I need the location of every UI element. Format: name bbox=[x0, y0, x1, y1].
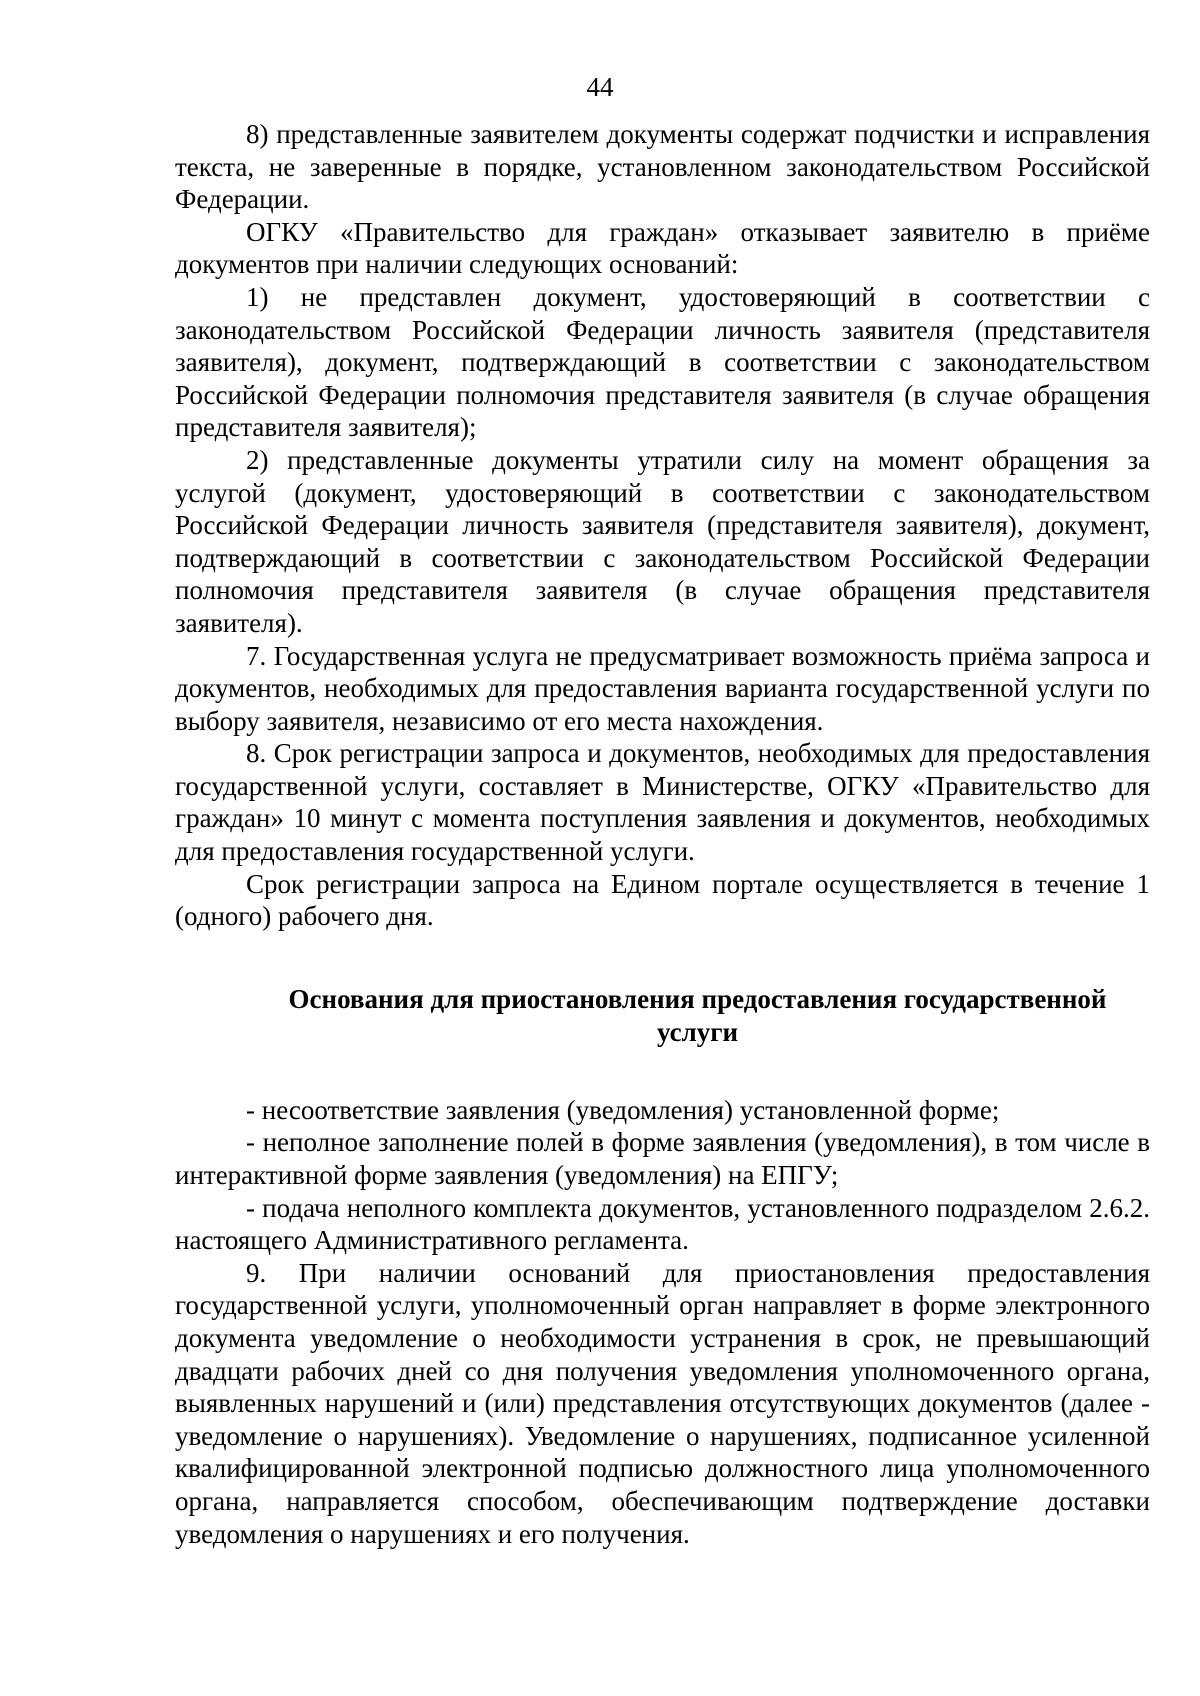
paragraph-ground-incomplete-fields: - неполное заполнение полей в форме заявления (уведомления), в том числе в интерактивной форме заявления (уведомления) на ЕПГУ; bbox=[175, 1127, 1150, 1191]
paragraph-clause-8: 8. Срок регистрации запроса и документов, необходимых для предоставления государственной услуги, составляет в Министерстве, ОГКУ «Правительство для граждан» 10 минут с момента поступления заявления и документов, необходимых для предоставления государственной услуги. bbox=[175, 738, 1150, 867]
page-number: 44 bbox=[586, 72, 614, 102]
paragraph-refusal-ground-2: 2) представленные документы утратили силу на момент обращения за услугой (документ, удостоверяющий в соответствии с законодательством Российской Федерации личность заявителя (представителя заявителя), документ, подтверждающий в соответствии с законодательством Российской Федерации полномочия представителя заявителя (в случае обращения представителя заявителя). bbox=[175, 444, 1150, 638]
paragraph-ground-form-mismatch: - несоответствие заявления (уведомления) установленной форме; bbox=[246, 1094, 1000, 1125]
paragraph-clause-9: 9. При наличии оснований для приостановления предоставления государственной услуги, уполномоченный орган направляет в форме электронного документа уведомление о необходимости устранения в срок, не превышающий двадцати рабочих дней со дня получения уведомления уполномоченного органа, выявленных нарушений и (или) представления отсутствующих документов (далее - уведомление о нарушениях). Уведомление о нарушениях, подписанное усиленной квалифицированной электронной подписью должностного лица уполномоченного органа, направляется способом, обеспечивающим подтверждение доставки уведомления о нарушениях и его получения. bbox=[175, 1257, 1150, 1549]
paragraph-refusal-ground-1: 1) не представлен документ, удостоверяющий в соответствии с законодательством Российской Федерации личность заявителя (представителя заявителя), документ, подтверждающий в соответствии с законодательством Российской Федерации полномочия представителя заявителя (в случае обращения представителя заявителя); bbox=[175, 281, 1150, 443]
paragraph-refusal-intro: ОГКУ «Правительство для граждан» отказывает заявителю в приёме документов при наличии следующих оснований: bbox=[175, 216, 1150, 280]
section-heading: Основания для приостановления предоставления государственной услуги bbox=[288, 983, 1107, 1047]
document-body bbox=[175, 118, 1150, 1550]
paragraph-clause-7: 7. Государственная услуга не предусматривает возможность приёма запроса и документов, необходимых для предоставления варианта государственной услуги по выбору заявителя, независимо от его места нахождения. bbox=[175, 640, 1150, 736]
paragraph-portal-registration: Срок регистрации запроса на Едином портале осуществляется в течение 1 (одного) рабочего дня. bbox=[175, 868, 1150, 932]
paragraph-item-8-defects: 8) представленные заявителем документы содержат подчистки и исправления текста, не заверенные в порядке, установленном законодательством Российской Федерации. bbox=[175, 119, 1150, 215]
paragraph-ground-incomplete-docs: - подача неполного комплекта документов, установленного подразделом 2.6.2. настоящего Административного регламента. bbox=[175, 1192, 1150, 1256]
